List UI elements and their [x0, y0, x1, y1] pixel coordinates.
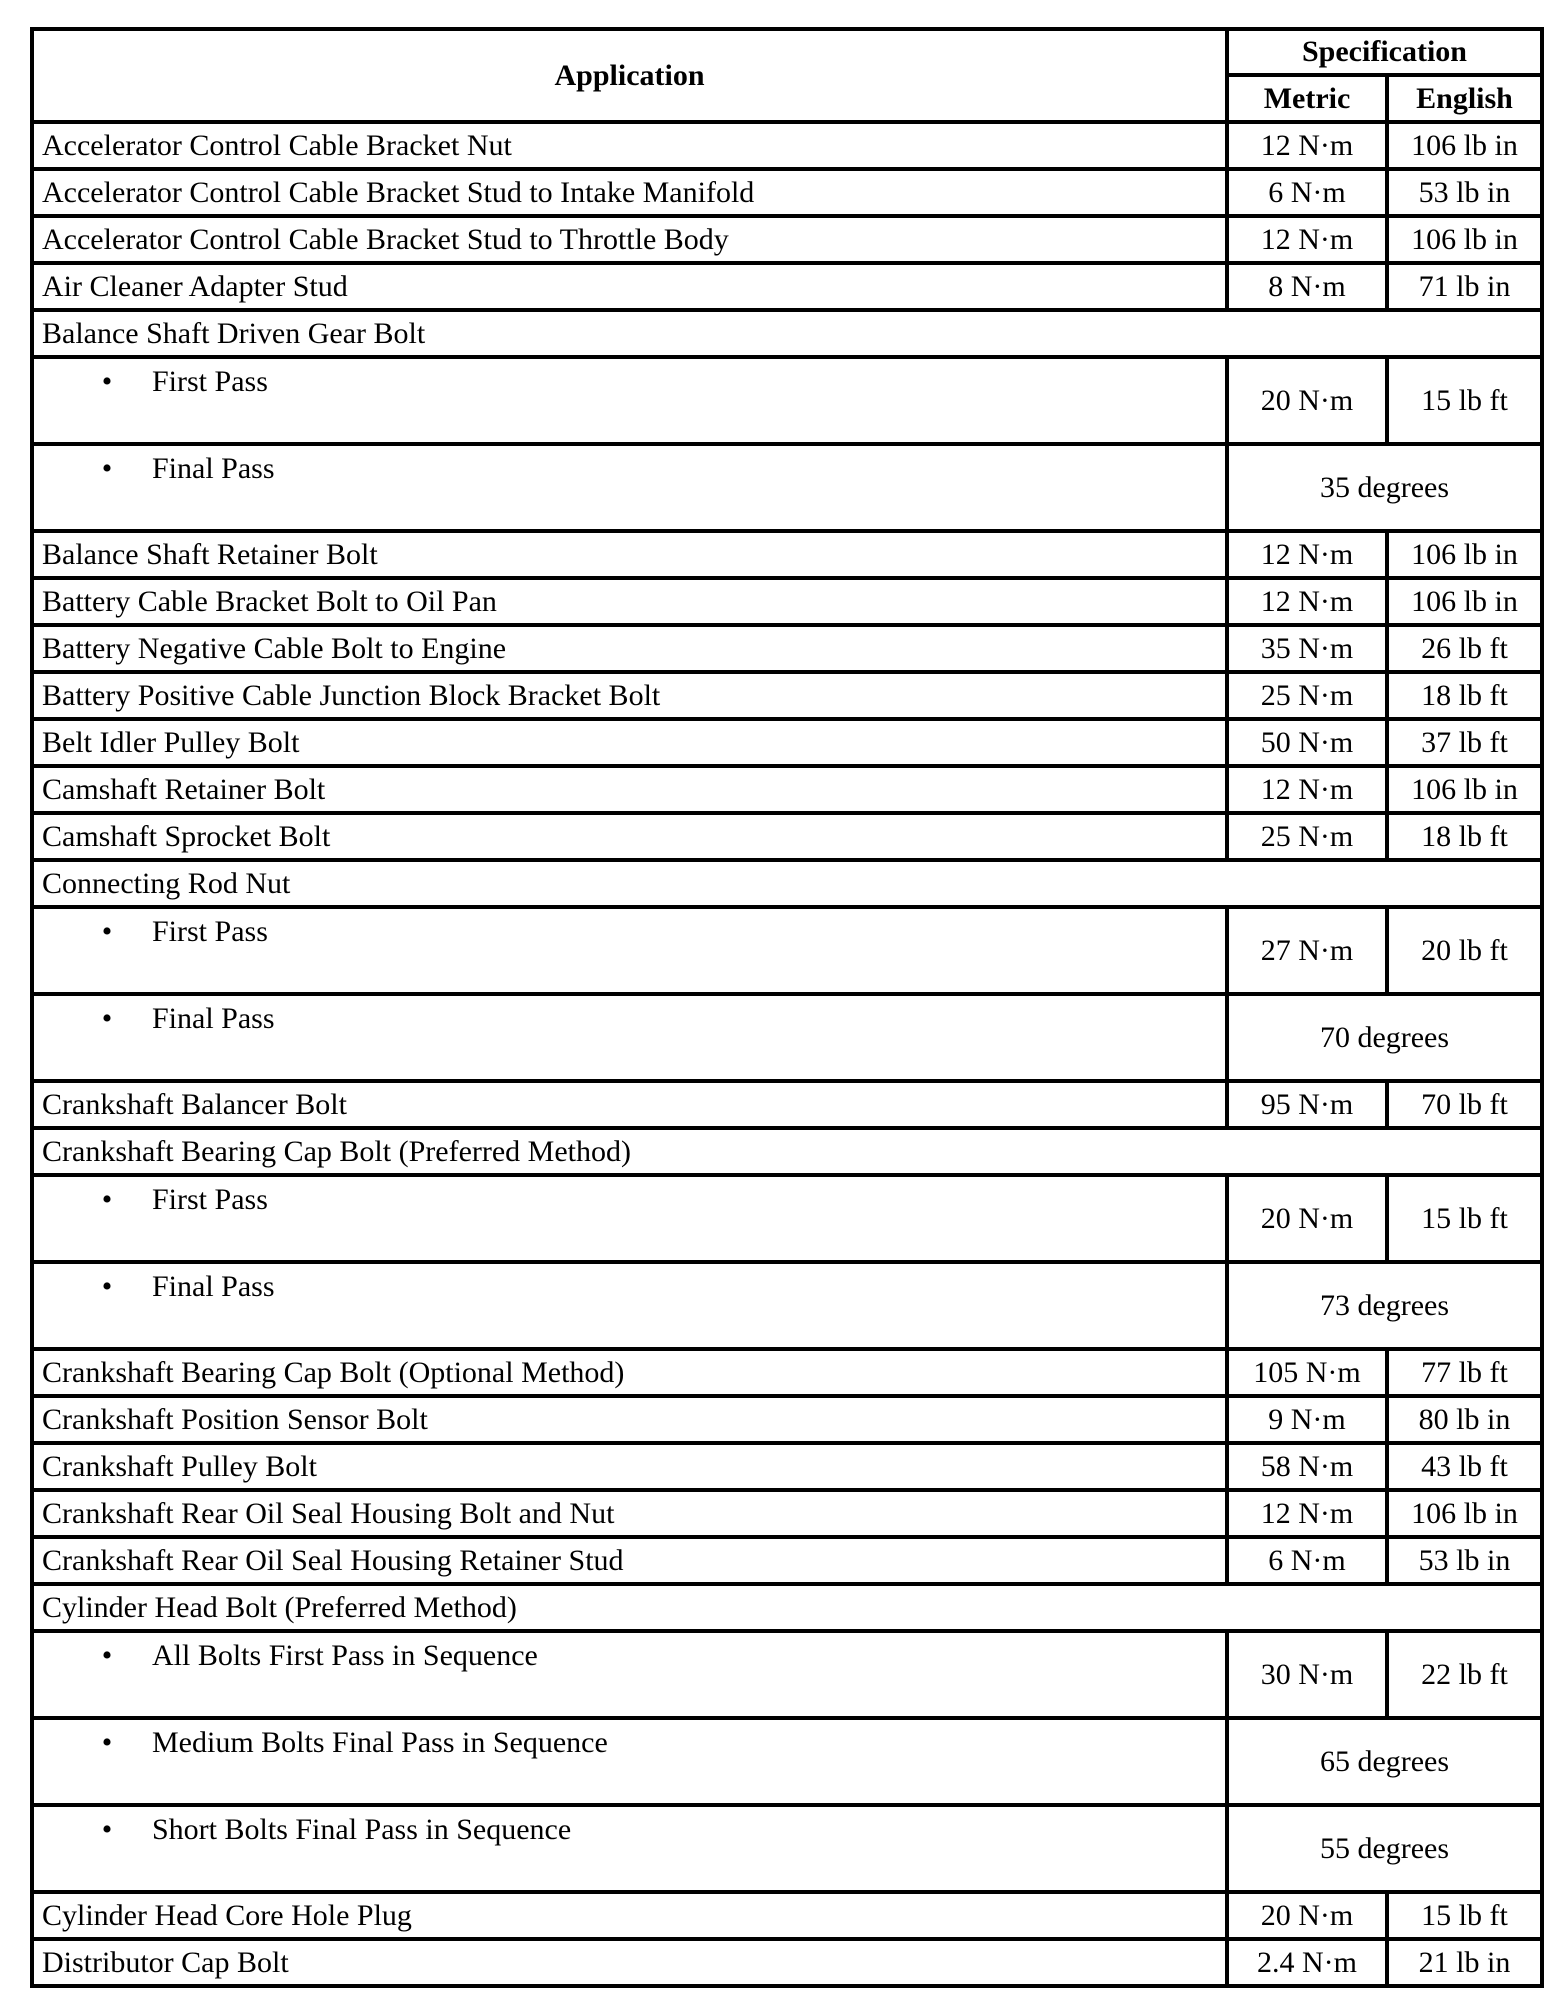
english-cell: 106 lb in: [1387, 216, 1542, 263]
bullet-icon: •: [101, 1813, 113, 1846]
sub-step-cell: [32, 907, 1227, 994]
metric-cell: 25 N·m: [1227, 813, 1387, 860]
table-row: [32, 766, 1542, 813]
english-cell: 106 lb in: [1387, 1490, 1542, 1537]
english-cell: 20 lb ft: [1387, 907, 1542, 994]
metric-cell: 30 N·m: [1227, 1631, 1387, 1718]
bullet-icon: •: [101, 365, 113, 398]
sub-step-cell: [32, 444, 1227, 531]
metric-cell: 12 N·m: [1227, 766, 1387, 813]
english-cell: 106 lb in: [1387, 122, 1542, 169]
sub-step-cell: [32, 1175, 1227, 1262]
english-cell: 53 lb in: [1387, 169, 1542, 216]
english-header: English: [1387, 75, 1542, 122]
metric-cell: 2.4 N·m: [1227, 1939, 1387, 1986]
table-row: [32, 1490, 1542, 1537]
sub-step-cell: [32, 357, 1227, 444]
table-row: [32, 672, 1542, 719]
table-row: [32, 1081, 1542, 1128]
group-heading-cell: Cylinder Head Bolt (Preferred Method): [32, 1584, 1542, 1631]
sub-step-cell: [32, 1631, 1227, 1718]
torque-spec-table: [30, 27, 1544, 1988]
english-cell: 37 lb ft: [1387, 719, 1542, 766]
bullet-icon: •: [101, 1639, 113, 1672]
metric-cell: 6 N·m: [1227, 1537, 1387, 1584]
angle-spec-cell: 70 degrees: [1227, 994, 1542, 1081]
application-cell: Crankshaft Position Sensor Bolt: [32, 1396, 1227, 1443]
metric-cell: 12 N·m: [1227, 531, 1387, 578]
sub-step-label: First Pass: [152, 365, 268, 398]
table-row: [32, 444, 1542, 531]
sub-step-label: Medium Bolts Final Pass in Sequence: [152, 1726, 608, 1759]
table-row: [32, 122, 1542, 169]
table-row: [32, 625, 1542, 672]
application-cell: Crankshaft Rear Oil Seal Housing Retainer Stud: [32, 1537, 1227, 1584]
table-row: [32, 357, 1542, 444]
bullet-icon: •: [101, 1002, 113, 1035]
metric-cell: 20 N·m: [1227, 357, 1387, 444]
table-row: [32, 860, 1542, 907]
sub-step-label: First Pass: [152, 915, 268, 948]
sub-step-cell: [32, 994, 1227, 1081]
angle-spec-cell: 35 degrees: [1227, 444, 1542, 531]
bullet-icon: •: [101, 1726, 113, 1759]
table-row: [32, 1584, 1542, 1631]
english-cell: 53 lb in: [1387, 1537, 1542, 1584]
application-cell: Crankshaft Rear Oil Seal Housing Bolt and Nut: [32, 1490, 1227, 1537]
english-cell: 71 lb in: [1387, 263, 1542, 310]
english-cell: 26 lb ft: [1387, 625, 1542, 672]
sub-step-label: First Pass: [152, 1183, 268, 1216]
english-cell: 43 lb ft: [1387, 1443, 1542, 1490]
metric-cell: 50 N·m: [1227, 719, 1387, 766]
table-row: [32, 263, 1542, 310]
sub-step-cell: [32, 1262, 1227, 1349]
group-heading-cell: Connecting Rod Nut: [32, 860, 1542, 907]
table-row: [32, 1443, 1542, 1490]
english-cell: 15 lb ft: [1387, 1175, 1542, 1262]
application-cell: Distributor Cap Bolt: [32, 1939, 1227, 1986]
metric-cell: 8 N·m: [1227, 263, 1387, 310]
table-row: [32, 216, 1542, 263]
angle-spec-cell: 65 degrees: [1227, 1718, 1542, 1805]
metric-cell: 58 N·m: [1227, 1443, 1387, 1490]
english-cell: 15 lb ft: [1387, 357, 1542, 444]
table-row: [32, 310, 1542, 357]
english-cell: 21 lb in: [1387, 1939, 1542, 1986]
table-row: [32, 578, 1542, 625]
table-row: [32, 1128, 1542, 1175]
application-cell: Balance Shaft Retainer Bolt: [32, 531, 1227, 578]
table-row: [32, 1631, 1542, 1718]
application-cell: Battery Cable Bracket Bolt to Oil Pan: [32, 578, 1227, 625]
application-cell: Battery Positive Cable Junction Block Bracket Bolt: [32, 672, 1227, 719]
table-row: [32, 1537, 1542, 1584]
application-cell: Cylinder Head Core Hole Plug: [32, 1892, 1227, 1939]
english-cell: 70 lb ft: [1387, 1081, 1542, 1128]
group-heading-cell: Balance Shaft Driven Gear Bolt: [32, 310, 1542, 357]
metric-cell: 12 N·m: [1227, 216, 1387, 263]
english-cell: 106 lb in: [1387, 766, 1542, 813]
metric-cell: 6 N·m: [1227, 169, 1387, 216]
sub-step-cell: [32, 1718, 1227, 1805]
table-row: [32, 1805, 1542, 1892]
table-row: [32, 994, 1542, 1081]
english-cell: 18 lb ft: [1387, 813, 1542, 860]
english-cell: 106 lb in: [1387, 578, 1542, 625]
application-cell: Air Cleaner Adapter Stud: [32, 263, 1227, 310]
table-row: [32, 907, 1542, 994]
english-cell: 77 lb ft: [1387, 1349, 1542, 1396]
metric-cell: 9 N·m: [1227, 1396, 1387, 1443]
table-row: [32, 1892, 1542, 1939]
application-header: Application: [32, 29, 1227, 122]
application-cell: Accelerator Control Cable Bracket Stud to Intake Manifold: [32, 169, 1227, 216]
table-row: [32, 813, 1542, 860]
table-row: [32, 1718, 1542, 1805]
table-row: [32, 169, 1542, 216]
table-row: [32, 531, 1542, 578]
angle-spec-cell: 73 degrees: [1227, 1262, 1542, 1349]
application-cell: Accelerator Control Cable Bracket Nut: [32, 122, 1227, 169]
application-cell: Crankshaft Bearing Cap Bolt (Optional Method): [32, 1349, 1227, 1396]
application-cell: Camshaft Sprocket Bolt: [32, 813, 1227, 860]
metric-cell: 12 N·m: [1227, 578, 1387, 625]
metric-cell: 12 N·m: [1227, 1490, 1387, 1537]
application-cell: Crankshaft Balancer Bolt: [32, 1081, 1227, 1128]
application-cell: Battery Negative Cable Bolt to Engine: [32, 625, 1227, 672]
english-cell: 15 lb ft: [1387, 1892, 1542, 1939]
application-cell: Crankshaft Pulley Bolt: [32, 1443, 1227, 1490]
sub-step-label: Final Pass: [152, 1270, 275, 1303]
bullet-icon: •: [101, 1270, 113, 1303]
application-cell: Belt Idler Pulley Bolt: [32, 719, 1227, 766]
group-heading-cell: Crankshaft Bearing Cap Bolt (Preferred Method): [32, 1128, 1542, 1175]
table-row: [32, 719, 1542, 766]
application-cell: Camshaft Retainer Bolt: [32, 766, 1227, 813]
table-row: [32, 1262, 1542, 1349]
metric-cell: 25 N·m: [1227, 672, 1387, 719]
table-row: [32, 1396, 1542, 1443]
english-cell: 80 lb in: [1387, 1396, 1542, 1443]
metric-cell: 27 N·m: [1227, 907, 1387, 994]
application-cell: Accelerator Control Cable Bracket Stud to Throttle Body: [32, 216, 1227, 263]
metric-cell: 12 N·m: [1227, 122, 1387, 169]
bullet-icon: •: [101, 452, 113, 485]
sub-step-label: All Bolts First Pass in Sequence: [152, 1639, 538, 1672]
metric-cell: 35 N·m: [1227, 625, 1387, 672]
sub-step-cell: [32, 1805, 1227, 1892]
sub-step-label: Short Bolts Final Pass in Sequence: [152, 1813, 572, 1846]
sub-step-label: Final Pass: [152, 1002, 275, 1035]
table-row: [32, 1175, 1542, 1262]
english-cell: 18 lb ft: [1387, 672, 1542, 719]
angle-spec-cell: 55 degrees: [1227, 1805, 1542, 1892]
table-row: [32, 1349, 1542, 1396]
english-cell: 22 lb ft: [1387, 1631, 1542, 1718]
bullet-icon: •: [101, 1183, 113, 1216]
metric-cell: 20 N·m: [1227, 1175, 1387, 1262]
metric-header: Metric: [1227, 75, 1387, 122]
specification-header: Specification: [1227, 29, 1542, 75]
metric-cell: 95 N·m: [1227, 1081, 1387, 1128]
sub-step-label: Final Pass: [152, 452, 275, 485]
table-row: [32, 1939, 1542, 1986]
table-body: [32, 122, 1542, 1986]
metric-cell: 105 N·m: [1227, 1349, 1387, 1396]
bullet-icon: •: [101, 915, 113, 948]
english-cell: 106 lb in: [1387, 531, 1542, 578]
metric-cell: 20 N·m: [1227, 1892, 1387, 1939]
